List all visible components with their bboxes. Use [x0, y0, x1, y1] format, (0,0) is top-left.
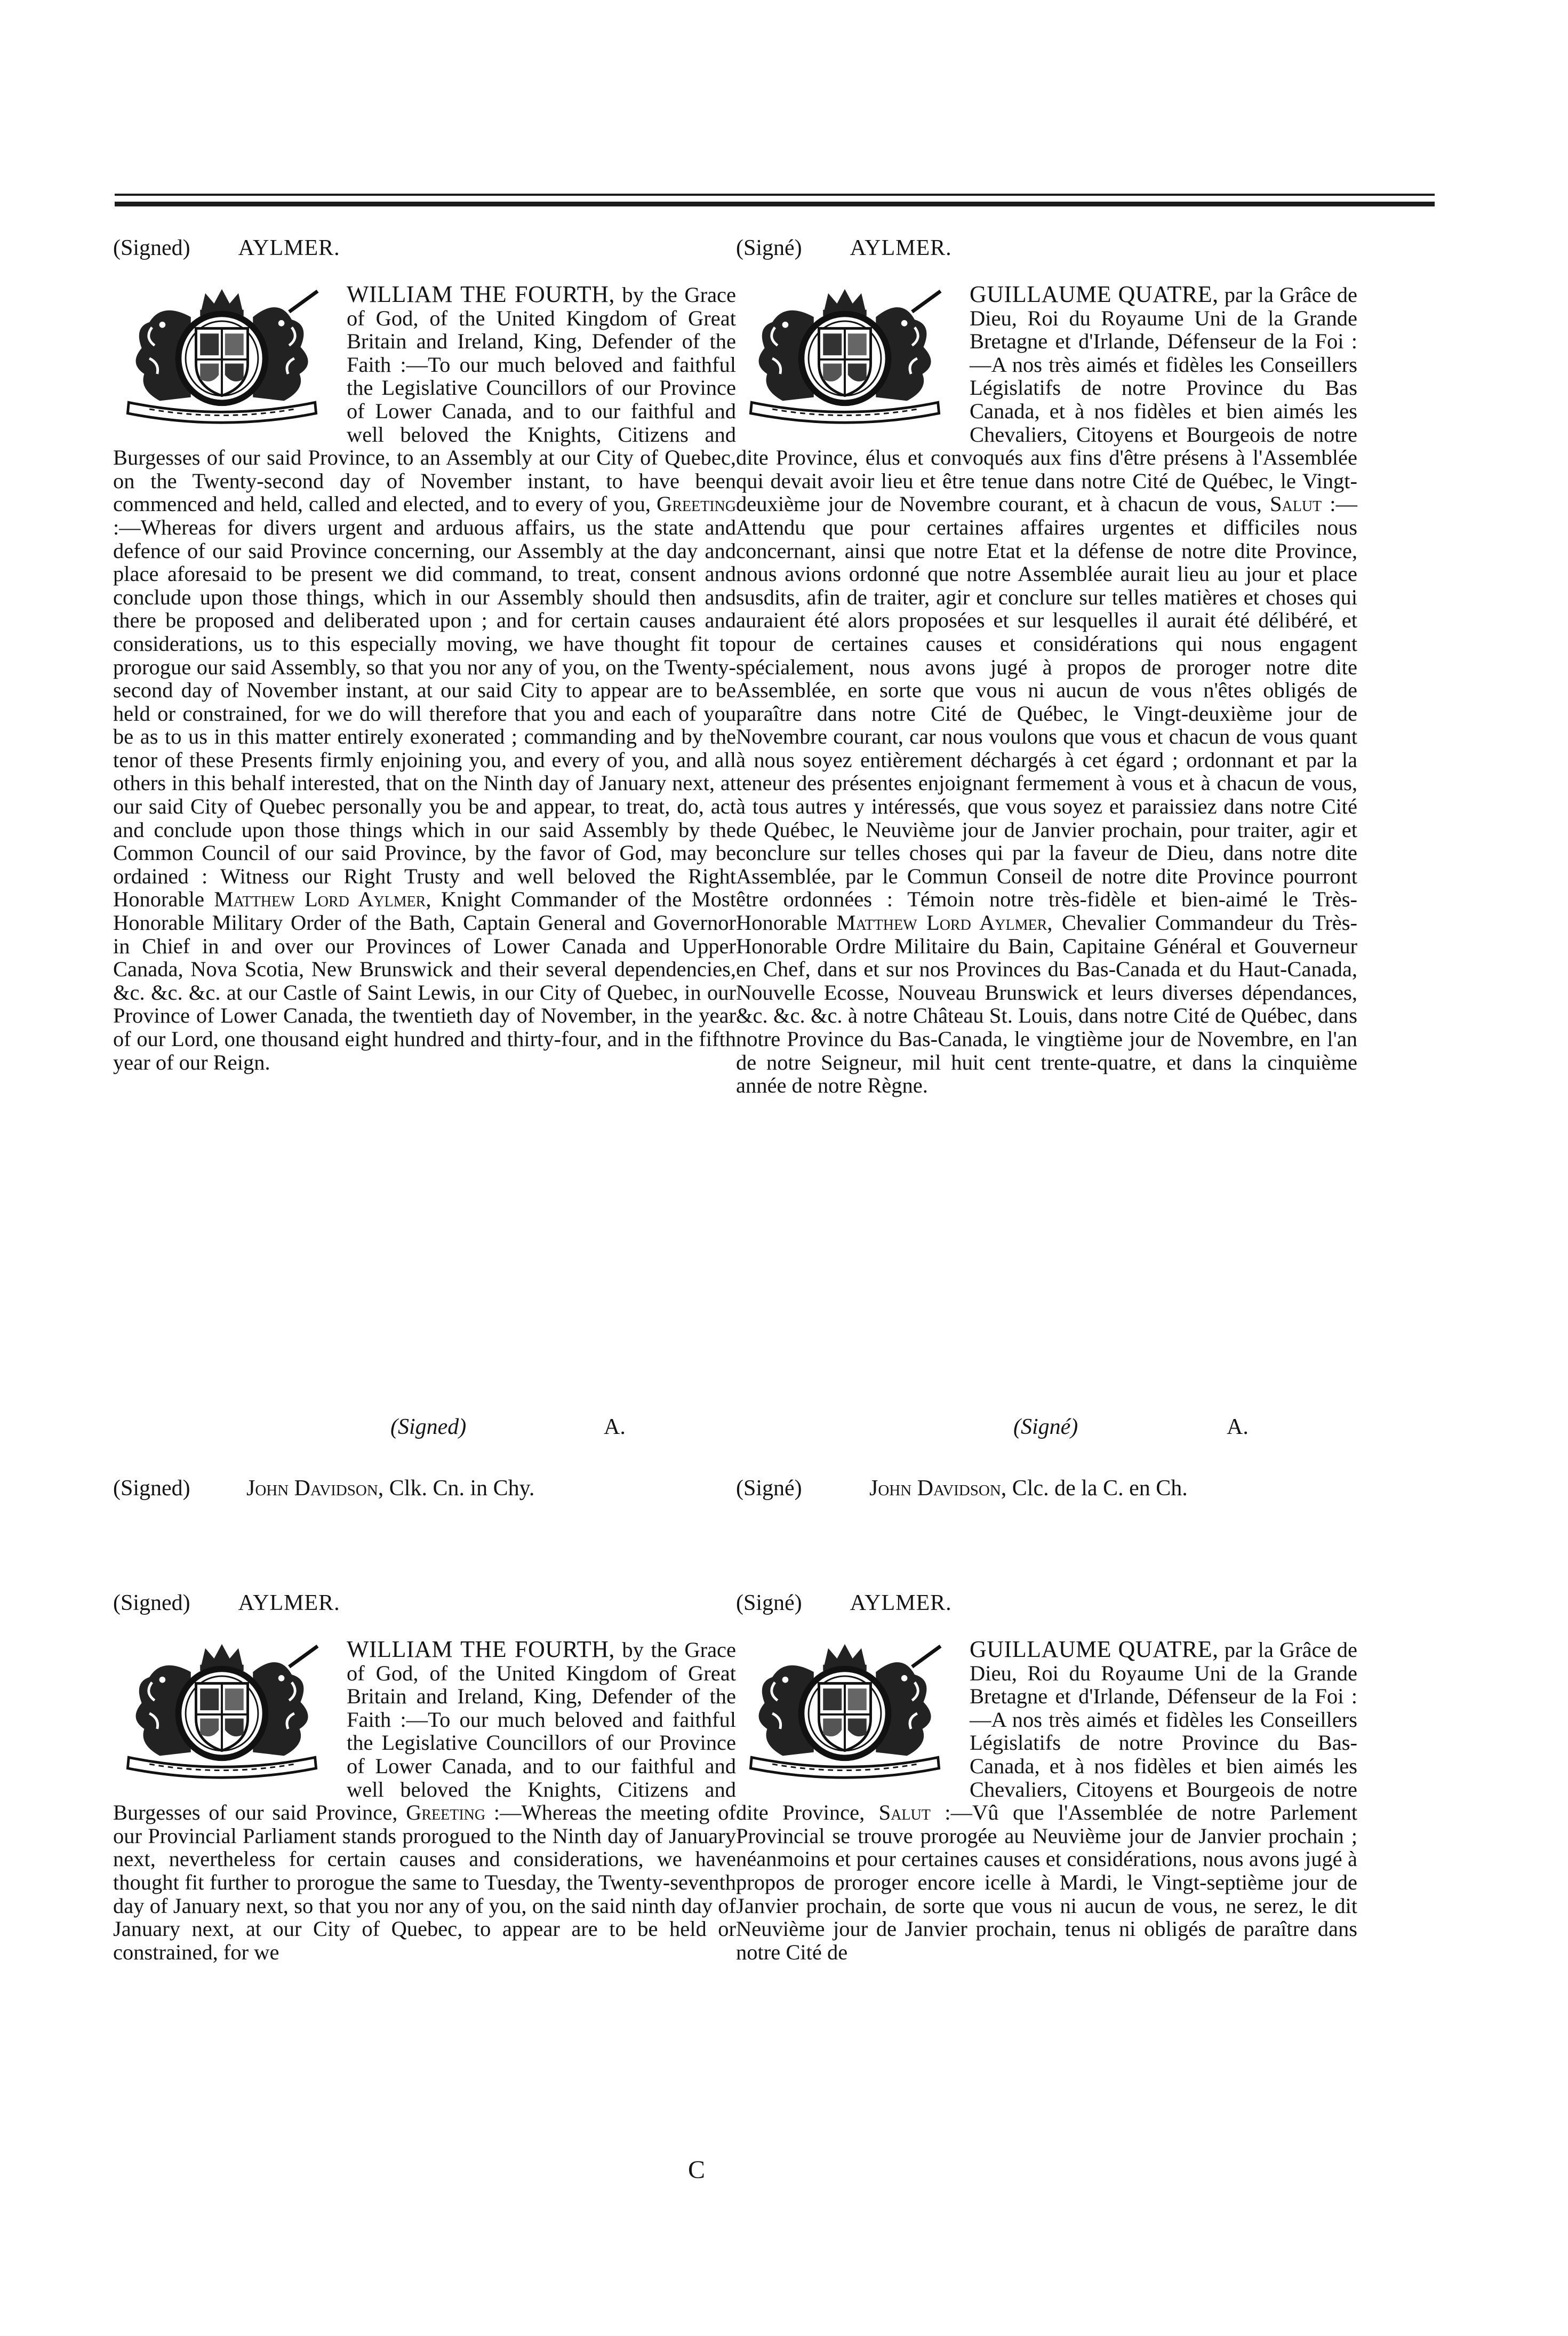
- clerk-title: , Clc. de la C. en Ch.: [1001, 1476, 1188, 1501]
- governor-signature-line: [736, 1590, 952, 1616]
- royal-initial-signature: [390, 1414, 626, 1440]
- proclamation-body: by the Grace of God, of the United Kingdom of Great Britain and Ireland, King, Defender of the Faith :—To our much beloved and faithful the Legislative Councillors of our Province of Lower Canada, and to our faithful and well beloved the Knights, Citizens and Burgesses of our said Province, to an Assembly at our City of Quebec, on the Twenty-second day of November instant, to have been commenced and held, called and elected, and to every of you, Greeting :—Whereas for divers urgent and arduous affairs, us the state and defence of our said Province concerning, our Assembly at the day and place aforesaid to be present we did command, to treat, consent and conclude upon those things, which in our Assembly should then and there be proposed and deliberated upon ; and for certain causes and considerations, us to this especially moving, we have thought fit to prorogue our said Assembly, so that you nor any of you, on the Twenty-second day of November instant, at our said City to appear are to be held or constrained, for we do will therefore that you and each of you be as to us in this matter entirely exonerated ; commanding and by the tenor of these Presents firmly enjoining you, and every of you, and all others in this behalf interested, that on the Ninth day of January next, at our said City of Quebec personally you be and appear, to treat, do, act and conclude upon those things which in our said Assembly by the Common Council of our said Province, by the favor of God, may be ordained : Witness our Right Trusty and well beloved the Right Honorable Matthew Lord Aylmer, Knight Commander of the Most Honorable Military Order of the Bath, Captain General and Governor in Chief in and over our Provinces of Lower Canada and Upper Canada, Nova Scotia, New Brunswick and their several dependencies, &c. &c. &c. at our Castle of Saint Lewis, in our City of Quebec, in our Province of Lower Canada, the twentieth day of November, in the year of our Lord, one thousand eight hundred and thirty-four, and in the fifth year of our Reign.: [113, 283, 736, 1074]
- proclamation-text: [736, 283, 1357, 1097]
- sovereign-name: GUILLAUME QUATRE,: [970, 281, 1219, 307]
- governor-name: AYLMER.: [238, 1591, 340, 1615]
- sovereign-name: WILLIAM THE FOURTH,: [347, 281, 615, 307]
- clerk-title: , Clk. Cn. in Chy.: [378, 1476, 535, 1501]
- clerk-name: John Davidson: [869, 1476, 1001, 1501]
- clerk-signature-line: [736, 1475, 1188, 1502]
- royal-coat-of-arms-icon: [733, 286, 957, 426]
- sovereign-name: GUILLAUME QUATRE,: [970, 1636, 1219, 1662]
- governor-signature-line: [113, 235, 340, 261]
- signed-label: (Signed): [113, 1591, 190, 1615]
- header-rule-thin: [115, 194, 1435, 196]
- proclamation-text: [736, 1638, 1357, 1964]
- signed-label: (Signed): [113, 236, 190, 260]
- royal-initial: A.: [604, 1415, 626, 1439]
- signed-label: (Signed): [113, 1476, 190, 1501]
- royal-coat-of-arms-icon: [110, 1641, 334, 1781]
- signed-label: (Signé): [736, 236, 802, 260]
- sovereign-name: WILLIAM THE FOURTH,: [347, 1636, 615, 1662]
- governor-name: AYLMER.: [238, 236, 340, 260]
- proclamation-text: [113, 1638, 736, 1964]
- header-rule-thick: [115, 202, 1435, 206]
- proclamation-body: par la Grâce de Dieu, Roi du Royaume Uni de la Grande Bretagne et d'Irlande, Défenseur de la Foi :—A nos très aimés et fidèles les Conseillers Législatifs de notre Province du Bas-Canada, et à nos fidèles et bien aimés les Chevaliers, Citoyens et Bourgeois de notre dite Province, Salut :—Vû que l'Assemblée de notre Parlement Provincial se trouve prorogée au Neuvième jour de Janvier prochain ; néanmoins et pour certaines causes et considérations, nous avons jugé à propos de proroger encore icelle à Mardi, le Vingt-septième jour de Janvier prochain, de sorte que vous ni aucun de vous, ne serez, le dit Neuvième jour de Janvier prochain, tenus ni obligés de paraître dans notre Cité de: [736, 1638, 1357, 1964]
- clerk-name: John Davidson: [246, 1476, 378, 1501]
- page-signature-mark: C: [688, 2156, 706, 2184]
- proclamation-text: [113, 283, 736, 1074]
- governor-signature-line: [113, 1590, 340, 1616]
- governor-name: AYLMER.: [850, 236, 952, 260]
- royal-coat-of-arms-icon: [733, 1641, 957, 1781]
- royal-initial: A.: [1227, 1415, 1249, 1439]
- signed-label: (Signé): [1013, 1415, 1078, 1439]
- signed-label: (Signed): [390, 1415, 467, 1439]
- governor-name: AYLMER.: [850, 1591, 952, 1615]
- governor-signature-line: [736, 235, 952, 261]
- clerk-signature-line: [113, 1475, 534, 1502]
- royal-initial-signature: [1013, 1414, 1249, 1440]
- royal-coat-of-arms-icon: [110, 286, 334, 426]
- proclamation-body: by the Grace of God, of the United Kingdom of Great Britain and Ireland, King, Defender of the Faith :—To our much beloved and faithful the Legislative Councillors of our Province of Lower Canada, and to our faithful and well beloved the Knights, Citizens and Burgesses of our said Province, Greeting :—Whereas the meeting of our Provincial Parliament stands prorogued to the Ninth day of January next, nevertheless for certain causes and considerations, we have thought fit further to prorogue the same to Tuesday, the Twenty-seventh day of January next, so that you nor any of you, on the said ninth day of January next, at our City of Quebec, to appear are to be held or constrained, for we: [113, 1638, 736, 1964]
- signed-label: (Signé): [736, 1591, 802, 1615]
- proclamation-body: par la Grâce de Dieu, Roi du Royaume Uni de la Grande Bretagne et d'Irlande, Défenseur de la Foi :—A nos très aimés et fidèles les Conseillers Législatifs de notre Province du Bas Canada, et à nos fidèles et bien aimés les Chevaliers, Citoyens et Bourgeois de notre dite Province, élus et convoqués aux fins d'être présens à l'Assemblée qui devait avoir lieu et être tenue dans notre Cité de Québec, le Vingt-deuxième jour de Novembre courant, et à chacun de vous, Salut :— Attendu que pour certaines affaires urgentes et difficiles nous concernant, ainsi que notre Etat et la défense de notre dite Province, nous avions ordonné que notre Assemblée aurait lieu au jour et place susdits, afin de traiter, agir et conclure sur telles matières et choses qui auraient été alors proposées et sur lesquelles il aurait été délibéré, et pour de certaines causes et considérations qui nous engagent spécialement, nous avons jugé à propos de proroger notre dite Assemblée, en sorte que vous ni aucun de vous n'êtes obligés de paraître dans notre Cité de Québec, le Vingt-deuxième jour de Novembre courant, car nous voulons que vous et chacun de vous quant à nous soyez entièrement déchargés à cet égard ; ordonnant et par la teneur des présentes enjoignant fermement à vous et à chacun de vous, à tous autres y intéressés, que vous soyez et paraissiez dans notre Cité de Québec, le Neuvième jour de Janvier prochain, pour traiter, agir et conclure sur telles choses qui par la faveur de Dieu, dans notre dite Assemblée, par le Commun Conseil de notre dite Province pourront être ordonnées : Témoin notre très-fidèle et bien-aimé le Très-Honorable Matthew Lord Aylmer, Chevalier Commandeur du Très-Honorable Ordre Militaire du Bain, Capitaine Général et Gouverneur en Chef, dans et sur nos Provinces du Bas-Canada et du Haut-Canada, Nouvelle Ecosse, Nouveau Brunswick et leurs diverses dépendances, &c. &c. &c. à notre Château St. Louis, dans notre Cité de Québec, dans notre Province du Bas-Canada, le vingtième jour de Novembre, en l'an de notre Seigneur, mil huit cent trente-quatre, et dans la cinquième année de notre Règne.: [736, 283, 1357, 1098]
- signed-label: (Signé): [736, 1476, 802, 1501]
